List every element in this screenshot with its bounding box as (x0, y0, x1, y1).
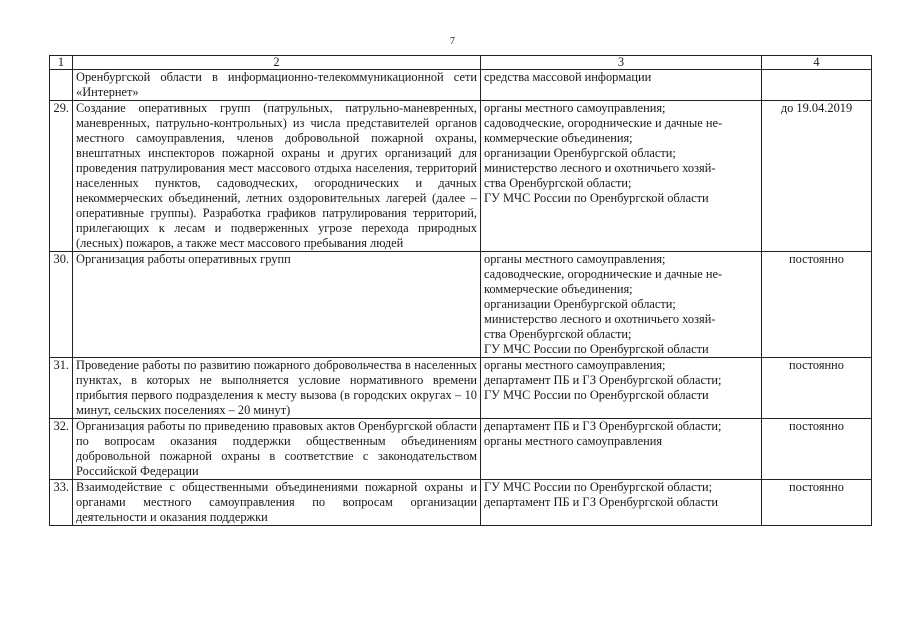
responsible-line: департамент ПБ и ГЗ Оренбургской области; (484, 419, 722, 433)
measure-description: Оренбургской области в информационно-телекоммуникационной сети «Интернет» (73, 70, 481, 101)
measure-description: Проведение работы по развитию пожарного добровольчества в населенных пунктах, в которых не выполняется условие нормативного времени прибытия первого подразделения к месту вызова (в городских округах – 10 минут, сельских поселениях – 20 минут) (73, 358, 481, 419)
table-row (50, 419, 872, 480)
column-header-deadline: 4 (762, 56, 872, 70)
table-row (50, 252, 872, 358)
deadline (762, 70, 872, 101)
responsible-line: министерство лесного и охотничьего хозяй- (484, 161, 716, 175)
table-row (50, 70, 872, 101)
responsible-line: ства Оренбургской области; (484, 176, 632, 190)
responsible-line: органы местного самоуправления (484, 434, 663, 448)
responsible-line: садоводческие, огороднические и дачные не- (484, 116, 723, 130)
responsible-executors (481, 358, 762, 419)
responsible-line: коммерческие объединения; (484, 282, 633, 296)
deadline: постоянно (762, 480, 872, 526)
deadline: постоянно (762, 358, 872, 419)
responsible-line: организации Оренбургской области; (484, 146, 676, 160)
row-number: 33. (50, 480, 73, 526)
responsible-line: министерство лесного и охотничьего хозяй- (484, 312, 716, 326)
responsible-line: департамент ПБ и ГЗ Оренбургской области; (484, 373, 722, 387)
responsible-executors (481, 252, 762, 358)
responsible-line: средства массовой информации (484, 70, 652, 84)
responsible-line: коммерческие объединения; (484, 131, 633, 145)
responsible-executors (481, 419, 762, 480)
row-number: 32. (50, 419, 73, 480)
page-number: 7 (450, 36, 455, 47)
deadline: до 19.04.2019 (762, 101, 872, 252)
responsible-executors (481, 480, 762, 526)
measure-description: Взаимодействие с общественными объединениями пожарной охраны и органами местного самоуправления по вопросам организации деятельности и оказания поддержки (73, 480, 481, 526)
row-number: 31. (50, 358, 73, 419)
responsible-line: органы местного самоуправления; (484, 358, 666, 372)
column-header-number: 1 (50, 56, 73, 70)
responsible-line: ГУ МЧС России по Оренбургской области (484, 342, 709, 356)
responsible-line: ГУ МЧС России по Оренбургской области; (484, 480, 713, 494)
table-row (50, 358, 872, 419)
responsible-line: ГУ МЧС России по Оренбургской области (484, 191, 709, 205)
row-number: 29. (50, 101, 73, 252)
responsible-line: ства Оренбургской области; (484, 327, 632, 341)
table-row (50, 480, 872, 526)
deadline: постоянно (762, 419, 872, 480)
deadline: постоянно (762, 252, 872, 358)
responsible-line: органы местного самоуправления; (484, 101, 666, 115)
responsible-line: органы местного самоуправления; (484, 252, 666, 266)
column-header-responsible: 3 (481, 56, 762, 70)
row-number: 30. (50, 252, 73, 358)
table-header-row (50, 56, 872, 70)
column-header-measure: 2 (73, 56, 481, 70)
responsible-executors (481, 101, 762, 252)
responsible-line: садоводческие, огороднические и дачные не- (484, 267, 723, 281)
responsible-line: департамент ПБ и ГЗ Оренбургской области (484, 495, 718, 509)
row-number (50, 70, 73, 101)
responsible-executors (481, 70, 762, 101)
responsible-line: ГУ МЧС России по Оренбургской области (484, 388, 709, 402)
measure-description: Организация работы оперативных групп (73, 252, 481, 358)
responsible-line: организации Оренбургской области; (484, 297, 676, 311)
measures-table (49, 55, 872, 526)
measure-description: Создание оперативных групп (патрульных, патрульно-маневренных, маневренных, патрульно-контрольных) из числа представителей органов местного самоуправления, членов добровольной пожарной охраны, внештатных инспекторов пожарной охраны и других организаций для проведения патрулирования мест массового отдыха населения, территорий населенных пунктов, садоводческих, огороднических и дачных некоммерческих объединений, летних оздоровительных лагерей (далее – оперативные группы). Разработка графиков патрулирования территорий, прилегающих к лесам и подверженных угрозе перехода природных (лесных) пожаров, а также мест массового пребывания людей (73, 101, 481, 252)
measure-description: Организация работы по приведению правовых актов Оренбургской области по вопросам оказания поддержки общественным объединениям добровольной пожарной охраны в соответствие с законодательством Российской Федерации (73, 419, 481, 480)
table-row (50, 101, 872, 252)
